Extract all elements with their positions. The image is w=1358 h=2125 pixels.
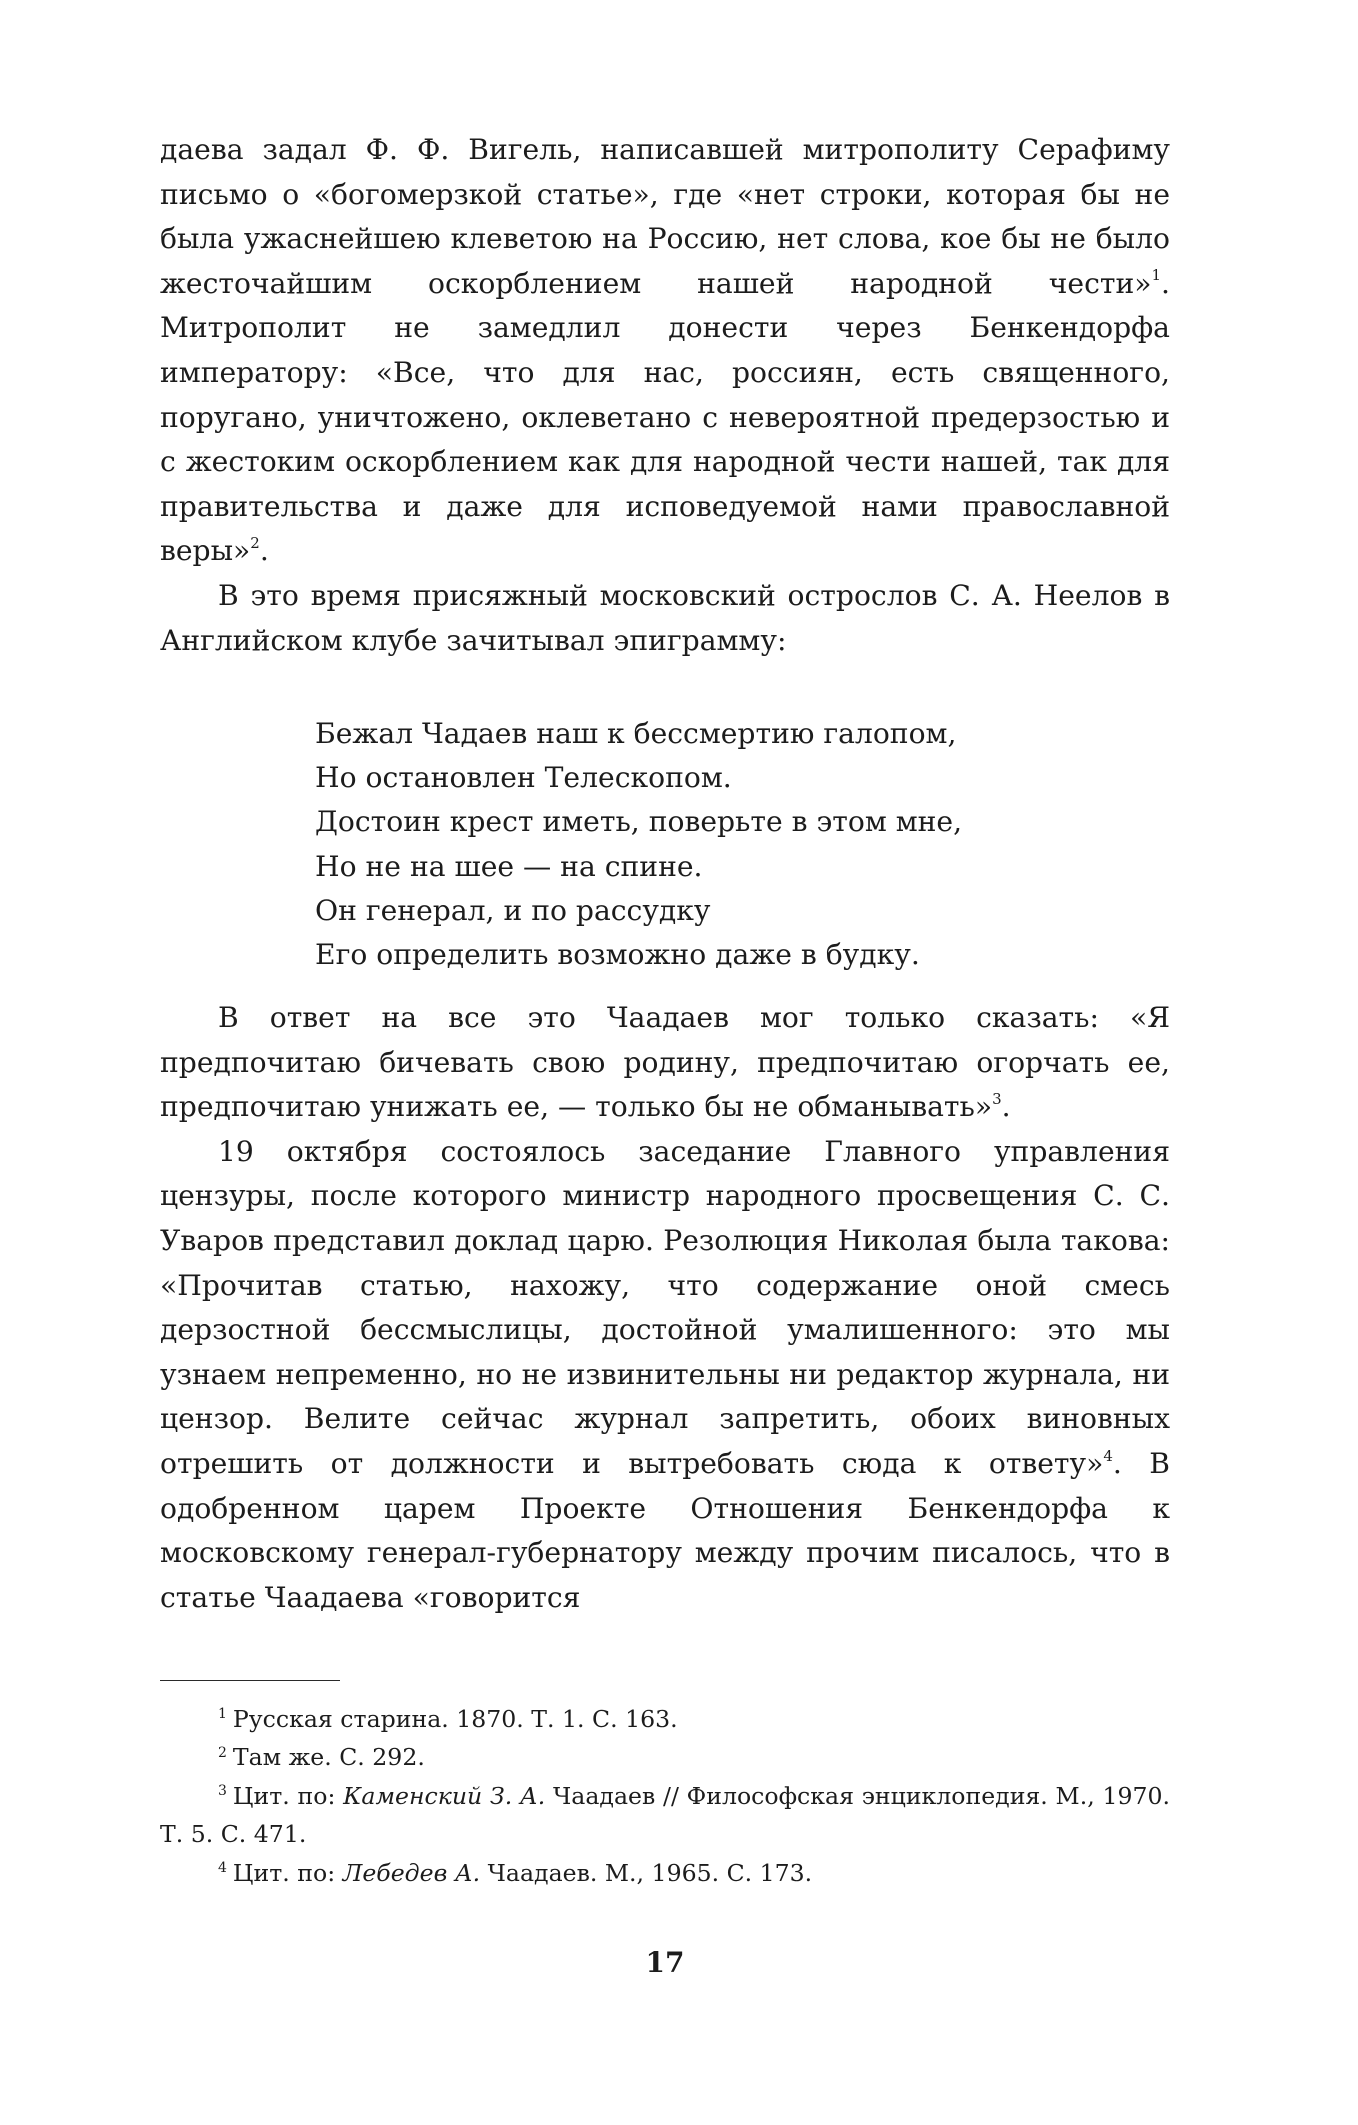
text-run: . Митрополит не замедлил донести через Бенкендорфа императору: «Все, что для нас, россиян, есть священного, поругано, уничтожено, оклеветано с невероятной предерзостью и с жестоким оскорблением как для народной чести нашей, так для правительства и даже для исповедуемой нами православной веры»	[160, 266, 1170, 568]
text-run: Цит. по:	[232, 1858, 343, 1887]
poem-line: Но остановлен Телескопом.	[315, 761, 732, 795]
text-run: 19 октября состоялось заседание Главного управления цензуры, после которого министр народного просвещения С. С. Уваров представил доклад царю. Резолюция Николая была такова: «Прочитав статью, нахожу, что содержание оной смесь дерзостной бессмыслицы, достойной умалишенного: это мы узнаем непременно, но не извинительны ни редактор журнала, ни цензор. Велите сейчас журнал запретить, обоих виновных отрешить от должности и вытребовать сюда к ответу»	[160, 1134, 1170, 1480]
poem-line: Бежал Чадаев наш к бессмертию галопом,	[315, 717, 957, 750]
footnote-item	[160, 1777, 1170, 1854]
footnote-number: 4	[218, 1859, 227, 1876]
book-page	[160, 0, 1170, 2125]
footnote-number: 1	[218, 1706, 227, 1723]
footnote-reference: 2	[250, 533, 260, 552]
poem-line: Его определить возможно даже в будку.	[315, 938, 920, 972]
poem-line: Он генерал, и по рассудку	[315, 893, 711, 927]
footnote-reference: 3	[992, 1089, 1002, 1108]
footnote-number: 2	[218, 1744, 227, 1761]
paragraph	[160, 1130, 1170, 1621]
text-run: Русская старина. 1870. Т. 1. С. 163.	[232, 1705, 678, 1733]
epigram-poem	[315, 712, 1075, 977]
text-run: Чаадаев. М., 1965. С. 173.	[480, 1858, 813, 1887]
text-run: .	[259, 534, 269, 568]
main-text-before-poem	[160, 128, 1170, 663]
footnote-reference: 1	[1151, 266, 1162, 285]
footnote-item	[160, 1738, 1170, 1776]
text-run: В ответ на все это Чаадаев мог только сказать: «Я предпочитаю бичевать свою родину, предпочитаю огорчать ее, предпочитаю унижать ее, — только бы не обманывать»	[160, 1001, 1170, 1124]
page-number: 17	[645, 1946, 685, 1979]
paragraph	[160, 574, 1170, 663]
main-text-after-poem	[160, 996, 1170, 1620]
paragraph	[160, 128, 1170, 574]
author-name-italic: Лебедев А.	[342, 1858, 481, 1887]
footnote-item	[160, 1854, 1170, 1892]
text-run: Чаадаев // Философская энциклопедия. М., 1970. Т. 5. С. 471.	[160, 1781, 1171, 1849]
text-run: даева задал Ф. Ф. Вигель, написавшей митрополиту Серафиму письмо о «богомерзкой статье», где «нет строки, которая бы не была ужаснейшею клеветою на Россию, нет слова, кое бы не было жесточайшим оскорблением нашей народной чести»	[160, 133, 1170, 300]
footnotes-block	[160, 1700, 1170, 1892]
footnote-number: 3	[218, 1782, 227, 1799]
footnote-separator-rule	[160, 1680, 340, 1681]
paragraph	[160, 996, 1170, 1130]
text-run: Цит. по:	[232, 1781, 344, 1810]
text-run: Там же. С. 292.	[232, 1743, 425, 1772]
poem-line: Но не на шее — на спине.	[315, 849, 703, 883]
text-run: .	[1001, 1090, 1011, 1124]
footnote-item	[160, 1700, 1170, 1738]
text-run: В это время присяжный московский острослов С. А. Неелов в Английском клубе зачитывал эпиграмму:	[160, 578, 1170, 657]
footnote-reference: 4	[1103, 1446, 1113, 1465]
author-name-italic: Каменский З. А.	[343, 1781, 546, 1810]
text-run: . В одобренном царем Проекте Отношения Бенкендорфа к московскому генерал-губернатору между прочим писалось, что в статье Чаадаева «говорится	[160, 1446, 1171, 1614]
poem-line: Достоин крест иметь, поверьте в этом мне,	[315, 805, 963, 839]
